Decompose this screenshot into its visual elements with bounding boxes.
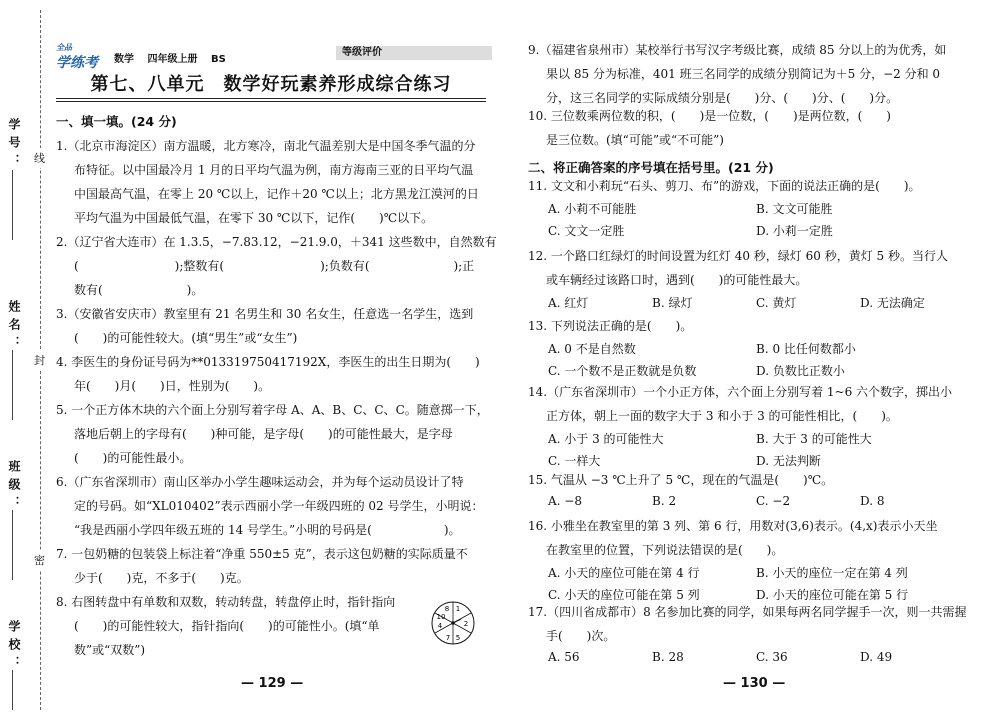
question-line: 3.（安徽省安庆市）教室里有 21 名男生和 30 名女生，任意选一名学生，选到 <box>56 307 474 321</box>
option-A[interactable]: A. 小莉不可能胜 <box>548 202 637 216</box>
spinner-number: 2 <box>463 620 469 628</box>
divider <box>56 98 486 99</box>
page-number: — 129 — <box>241 676 304 691</box>
option-B[interactable]: B. 大于 3 的可能性大 <box>756 432 872 446</box>
spinner-number: 1 <box>455 605 461 613</box>
question-line: 果以 85 分为标准，401 班三名同学的成绩分别简记为＋5 分，−2 分和 0 <box>546 67 941 81</box>
option-C[interactable]: C. 小天的座位可能在第 5 列 <box>548 588 700 602</box>
question-line: 11. 文文和小莉玩“石头、剪刀、布”的游戏，下面的说法正确的是( )。 <box>528 179 921 193</box>
spinner-number: 7 <box>445 634 451 642</box>
option-D[interactable]: D. 无法确定 <box>860 296 925 310</box>
option-C[interactable]: C. 黄灯 <box>756 296 797 310</box>
question-line: 数”或“双数”) <box>74 643 146 657</box>
question-7 <box>56 542 486 590</box>
question-line: 中国最高气温，在零上 20 ℃以上，记作＋20 ℃以上；北方黑龙江漠河的日 <box>74 187 479 201</box>
question-line: “我是西丽小学四年级五班的 14 号学生。”小明的号码是( )。 <box>74 523 461 537</box>
question-line: 7. 一包奶糖的包装袋上标注着“净重 550±5 克”，表示这包奶糖的实际质量不 <box>56 547 468 561</box>
option-B[interactable]: B. 0 比任何数都小 <box>756 342 856 356</box>
spinner-number: 10 <box>436 613 446 621</box>
option-B[interactable]: B. 文文可能胜 <box>756 202 833 216</box>
question-line: 落地后朝上的字母有( )种可能，是字母( )的可能性最大，是字母 <box>74 427 453 441</box>
class-line <box>12 510 13 580</box>
left-page <box>56 0 497 722</box>
question-9 <box>528 38 968 110</box>
option-C[interactable]: C. 文文一定胜 <box>548 224 625 238</box>
option-D[interactable]: D. 小莉一定胜 <box>756 224 833 238</box>
school-line <box>12 670 13 710</box>
question-line: 是三位数。(填“可能”或“不可能”) <box>546 133 724 147</box>
question-4 <box>56 350 486 398</box>
spinner-number: 8 <box>444 605 450 613</box>
cut-mark: 线 <box>34 148 45 168</box>
page-header <box>56 43 486 71</box>
brand-logo: 全品 学练考 <box>56 43 98 71</box>
question-line: ( )的可能性最小。 <box>74 451 192 465</box>
name-label: 姓名： <box>7 300 21 354</box>
question-line: 4. 李医生的身份证号码为**013319750417192X，李医生的出生日期为( ) <box>56 355 480 369</box>
option-A[interactable]: A. 0 不是自然数 <box>548 342 636 356</box>
option-A[interactable]: A. 小于 3 的可能性大 <box>548 432 664 446</box>
question-line: 5. 一个正方体木块的六个面上分别写着字母 A、A、B、C、C、C。随意掷一下， <box>56 403 489 417</box>
question-line: 13. 下列说法正确的是( )。 <box>528 319 693 333</box>
question-12 <box>528 244 968 292</box>
option-A[interactable]: A. −8 <box>548 494 582 508</box>
option-D[interactable]: D. 49 <box>860 650 893 664</box>
question-line: 平均气温为中国最低气温，在零下 30 ℃以下，记作( )℃以下。 <box>74 211 434 225</box>
question-line: ( )的可能性较大，指针指向( )的可能性小。(填“单 <box>74 619 380 633</box>
question-line: 2.（辽宁省大连市）在 1.3.5，−7.83.12，−21.9.0，＋341 这些数中，自然数有 <box>56 235 497 249</box>
option-B[interactable]: B. 2 <box>652 494 677 508</box>
question-line: 8. 右图转盘中有单数和双数，转动转盘，转盘停止时，指针指向 <box>56 595 396 609</box>
question-6 <box>56 470 486 542</box>
grade-book: 四年级上册 <box>147 54 198 65</box>
option-A[interactable]: A. 小天的座位可能在第 4 行 <box>548 566 700 580</box>
section-heading-fill-in: 一、填一填。(24 分) <box>56 114 177 129</box>
question-line: 17.（四川省成都市）8 名参加比赛的同学，如果每两名同学握手一次，则一共需握 <box>528 605 967 619</box>
section-heading-multiple-choice: 二、将正确答案的序号填在括号里。(21 分) <box>528 160 774 175</box>
option-B[interactable]: B. 28 <box>652 650 684 664</box>
edition: BS <box>210 54 226 65</box>
question-line: 正方体，朝上一面的数字大于 3 和小于 3 的可能性相比，( )。 <box>546 409 898 423</box>
student-id-line <box>12 170 13 240</box>
option-A[interactable]: A. 红灯 <box>548 296 589 310</box>
question-line: 12. 一个路口红绿灯的时间设置为红灯 40 秒，绿灯 60 秒，黄灯 5 秒。当行人 <box>528 249 948 263</box>
question-line: 15. 气温从 −3 ℃上升了 5 ℃，现在的气温是( )℃。 <box>528 473 834 487</box>
question-line: ( )的可能性较大。(填“男生”或“女生”) <box>74 331 298 345</box>
question-line: 分，这三名同学的实际成绩分别是( )分、( )分、( )分。 <box>546 91 899 105</box>
question-13 <box>528 314 968 338</box>
cut-mark: 密 <box>34 550 45 570</box>
question-8 <box>56 590 486 662</box>
question-15 <box>528 468 968 492</box>
question-line: 1.（北京市海淀区）南方温暖，北方寒冷，南北气温差别大是中国冬季气温的分 <box>56 139 476 153</box>
question-14 <box>528 380 968 428</box>
question-line: 在教室里的位置，下列说法错误的是( )。 <box>546 543 784 557</box>
grade-evaluation-box: 等级评价 <box>336 46 492 60</box>
student-id-label: 学号： <box>7 118 21 172</box>
spinner-diagram <box>430 600 476 646</box>
divider <box>56 101 486 102</box>
question-line: 14.（广东省深圳市）一个小正方体，六个面上分别写着 1~6 六个数字，掷出小 <box>528 385 953 399</box>
page-title: 第七、八单元 数学好玩素养形成综合练习 <box>90 74 452 95</box>
option-C[interactable]: C. 一个数不是正数就是负数 <box>548 364 697 378</box>
question-11 <box>528 174 968 198</box>
question-line: 10. 三位数乘两位数的积，( )是一位数，( )是两位数，( ) <box>528 109 891 123</box>
question-10 <box>528 104 968 152</box>
option-D[interactable]: D. 8 <box>860 494 885 508</box>
question-line: 或车辆经过该路口时，遇到( )的可能性最大。 <box>546 273 808 287</box>
spinner-number: 4 <box>437 622 443 630</box>
cut-mark: 封 <box>34 350 45 370</box>
question-line: 6.（广东省深圳市）南山区举办小学生趣味运动会，并为每个运动员设计了特 <box>56 475 464 489</box>
question-3 <box>56 302 486 350</box>
school-label: 学校： <box>7 620 21 674</box>
question-17 <box>528 600 968 648</box>
spinner-number: 5 <box>455 634 461 642</box>
class-label: 班级： <box>7 460 21 514</box>
question-2 <box>56 230 497 302</box>
question-line: 定的号码。如“XL010402”表示西丽小学一年级四班的 02 号学生，小明说： <box>74 499 484 513</box>
question-line: 年( )月( )日，性别为( )。 <box>74 379 271 393</box>
option-A[interactable]: A. 56 <box>548 650 580 664</box>
page-number: — 130 — <box>723 676 786 691</box>
question-line: 16. 小雅坐在教室里的第 3 列、第 6 行，用数对(3,6)表示。(4,x)表示小天坐 <box>528 519 938 533</box>
question-1 <box>56 134 486 230</box>
right-page <box>528 0 968 722</box>
option-C[interactable]: C. 一样大 <box>548 454 601 468</box>
option-C[interactable]: C. 36 <box>756 650 788 664</box>
subject: 数学 <box>114 54 134 65</box>
question-line: 布特征。以中国最冷月 1 月的日平均气温为例，南方海南三亚的日平均气温 <box>74 163 474 177</box>
question-line: 数有( )。 <box>74 283 204 297</box>
option-C[interactable]: C. −2 <box>756 494 791 508</box>
question-line: ( );整数有( );负数有( );正 <box>74 259 475 273</box>
option-B[interactable]: B. 绿灯 <box>652 296 693 310</box>
option-D[interactable]: D. 无法判断 <box>756 454 821 468</box>
question-5 <box>56 398 489 470</box>
question-line: 少于( )克，不多于( )克。 <box>74 571 249 585</box>
book-meta <box>114 50 236 65</box>
option-B[interactable]: B. 小天的座位一定在第 4 列 <box>756 566 908 580</box>
question-line: 9.（福建省泉州市）某校举行书写汉字考级比赛，成绩 85 分以上的为优秀，如 <box>528 43 947 57</box>
name-line <box>12 350 13 420</box>
question-line: 手( )次。 <box>546 629 616 643</box>
binding-spine <box>0 0 48 722</box>
option-D[interactable]: D. 负数比正数小 <box>756 364 845 378</box>
option-D[interactable]: D. 小天的座位可能在第 5 行 <box>756 588 909 602</box>
question-16 <box>528 514 968 562</box>
